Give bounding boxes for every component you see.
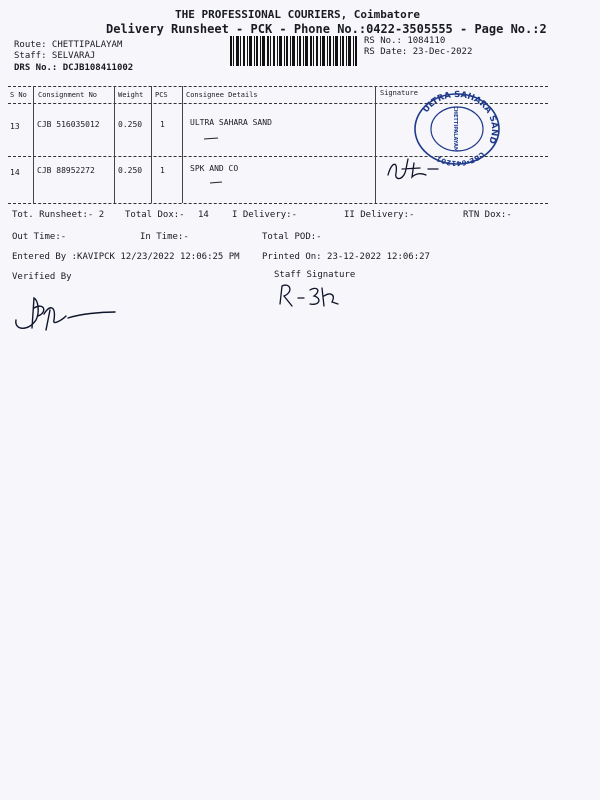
table-row-consignee: ULTRA SAHARA SAND xyxy=(190,118,272,127)
col-header-consignment: Consignment No xyxy=(38,91,98,99)
total-dox-value: 14 xyxy=(198,210,209,220)
table-bottom-rule xyxy=(8,203,548,204)
col-header-pcs: PCS xyxy=(155,91,168,99)
rs-number: RS No.: 1084110 xyxy=(364,36,446,46)
table-row-weight: 0.250 xyxy=(118,120,143,129)
total-dox-label: Total Dox:- xyxy=(125,210,185,220)
table-row-weight: 0.250 xyxy=(118,166,143,175)
table-row-consignee: SPK AND CO xyxy=(190,164,239,173)
table-row-consignment: CJB 516035012 xyxy=(37,120,100,129)
table-row-sno: 13 xyxy=(10,122,20,131)
recipient-signature xyxy=(384,155,444,185)
stamp-outer-text: ULTRA SAHARA SAND xyxy=(421,89,500,145)
col-divider xyxy=(114,86,115,203)
table-row-pcs: 1 xyxy=(160,120,165,129)
total-pod: Total POD:- xyxy=(262,232,322,242)
route-text: Route: CHETTIPALAYAM xyxy=(14,40,123,50)
consignee-tick-mark xyxy=(204,138,218,140)
out-time: Out Time:- xyxy=(12,232,67,242)
runsheet-subtitle: Delivery Runsheet - PCK - Phone No.:0422-3505555 - Page No.:2 xyxy=(106,22,547,36)
col-header-sno: S No xyxy=(10,91,27,99)
col-header-signature: Signature xyxy=(380,89,418,97)
consignee-tick-mark xyxy=(210,181,222,183)
staff-signature-label: Staff Signature xyxy=(274,270,356,280)
col-divider xyxy=(33,86,34,203)
table-top-rule xyxy=(8,86,548,87)
table-row-consignment: CJB 88952272 xyxy=(37,166,95,175)
printed-on: Printed On: 23-12-2022 12:06:27 xyxy=(262,252,430,262)
staff-signature xyxy=(276,280,342,312)
ii-delivery: II Delivery:- xyxy=(344,210,415,220)
company-title: THE PROFESSIONAL COURIERS, Coimbatore xyxy=(175,8,421,21)
drs-number: DRS No.: DCJB108411002 xyxy=(14,63,134,73)
col-header-consignee: Consignee Details xyxy=(186,91,258,99)
in-time: In Time:- xyxy=(140,232,189,242)
barcode xyxy=(230,36,358,66)
col-header-weight: Weight xyxy=(118,91,144,99)
col-divider xyxy=(182,86,183,203)
table-row-pcs: 1 xyxy=(160,166,165,175)
staff-text: Staff: SELVARAJ xyxy=(14,51,96,61)
table-row-sno: 14 xyxy=(10,168,20,177)
i-delivery: I Delivery:- xyxy=(232,210,298,220)
rtn-dox: RTN Dox:- xyxy=(463,210,512,220)
verified-by-label: Verified By xyxy=(12,272,72,282)
col-divider xyxy=(375,86,376,203)
stamp-inner-text: CHETTIPALAYAM xyxy=(452,106,458,152)
rs-date: RS Date: 23-Dec-2022 xyxy=(364,47,473,57)
tot-runsheet: Tot. Runsheet:- 2 xyxy=(12,210,105,220)
verifier-signature xyxy=(10,290,120,338)
entered-by: Entered By :KAVIPCK 12/23/2022 12:06:25 PM xyxy=(12,252,240,262)
col-divider xyxy=(151,86,152,203)
stamp-code: CBE-641201 xyxy=(435,149,486,168)
